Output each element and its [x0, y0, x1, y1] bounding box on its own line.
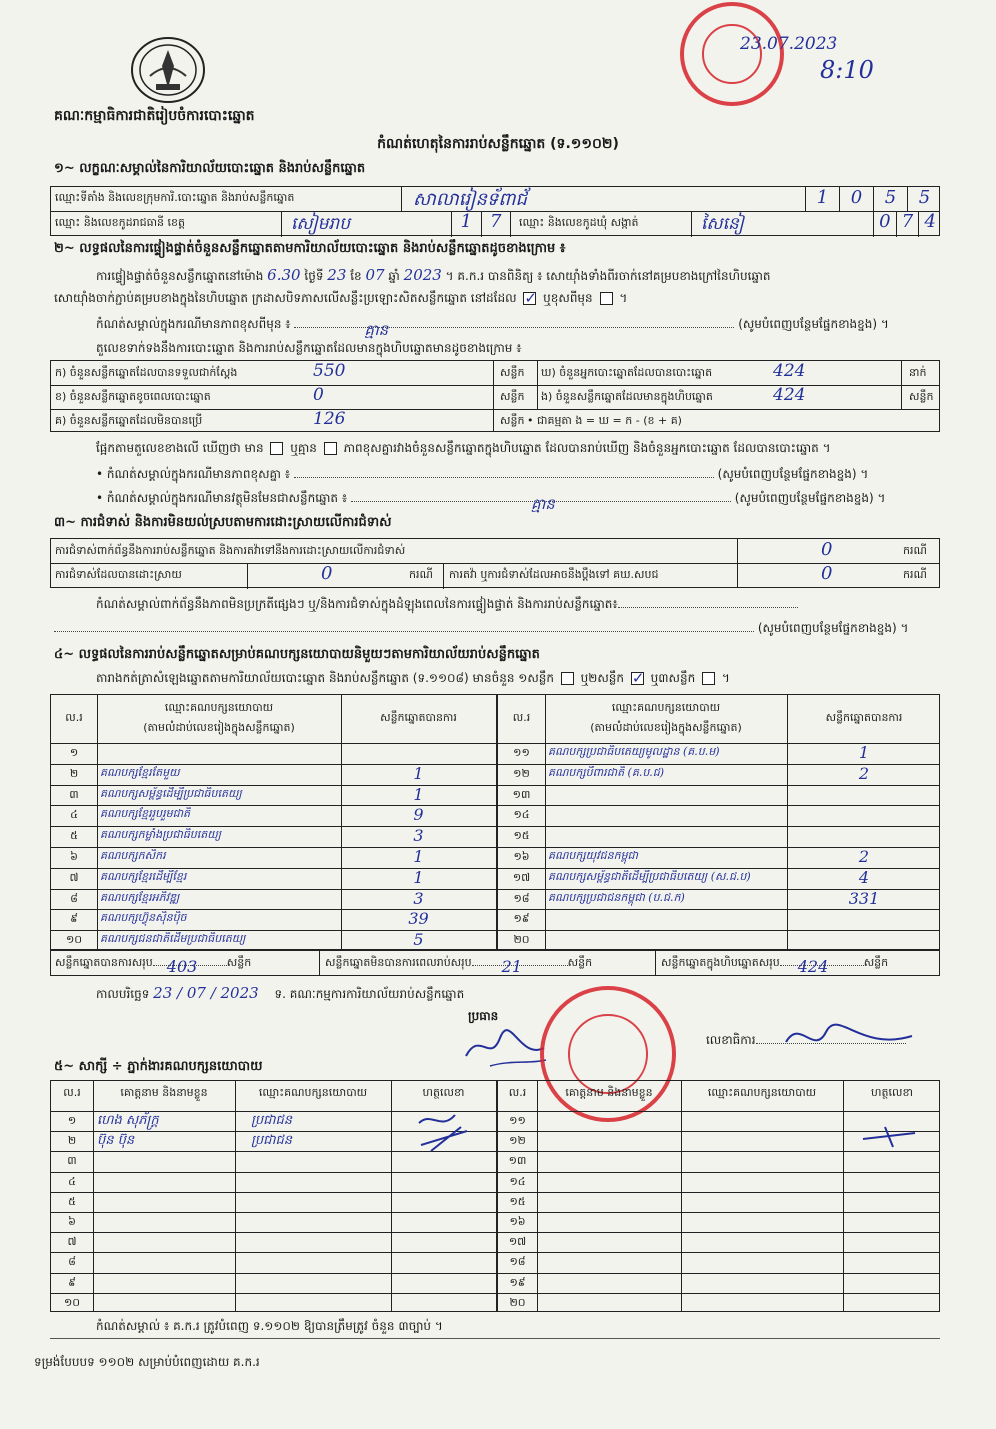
secretary-signature-icon: [780, 1012, 920, 1062]
col-no-header: ល.រ: [512, 711, 531, 724]
objection-resolved-label: ការជំទាស់ដែលបានដោះស្រាយ: [55, 568, 182, 581]
total-invalid-line: សន្លឹកឆ្នោតមិនបានការពេលរាប់សរុប 21 សន្លឹក: [325, 956, 593, 976]
form-footer: ទម្រង់បែបបទ ១១០២ សម្រាប់បំពេញដោយ គ.ក.រ: [34, 1355, 260, 1369]
party-row-name: គណបក្សជនជាតិដើមប្រជាធិបតេយ្យ: [100, 932, 246, 946]
count-gh-value: 424: [773, 361, 806, 381]
party-row-name: គណបក្សសម្ព័ន្ធដើម្បីប្រជាធិបតេយ្យ: [100, 786, 242, 800]
witness-row-no: ១២: [509, 1134, 526, 1148]
change-note-value: គ្មាន: [364, 321, 389, 339]
party-row-no: ២០: [513, 933, 530, 947]
party-row-votes: 2: [858, 763, 870, 783]
office-name: សាលារៀនទ័ពាជ័: [413, 189, 527, 210]
office-code: [805, 187, 941, 211]
party-row-votes: 3: [413, 826, 424, 846]
case-unit: ករណី: [409, 568, 433, 581]
w-col-sign: ហត្ថលេខា: [422, 1086, 465, 1099]
col-votes-header: សន្លឹកឆ្នោតបានការ: [380, 711, 457, 724]
total-valid-line: សន្លឹកឆ្នោតបានការសរុប 403 សន្លឹក: [55, 956, 252, 976]
witness-row-no: ១៥: [509, 1194, 526, 1208]
objection-row1-label: ការជំទាស់ពាក់ព័ន្ធនឹងការរាប់សន្លឹកឆ្នោត និងការតវ៉ាទៅនឹងការដោះស្រាយលើការជំទាស់: [55, 544, 406, 557]
office-digit: 1: [816, 187, 829, 208]
total-valid-value: 403: [166, 957, 198, 976]
party-row-no: ១៨: [513, 891, 530, 905]
w-col-no: ល.រ: [508, 1086, 527, 1099]
unchanged-checkbox[interactable]: [523, 292, 536, 305]
section1-title: ១~ លក្ខណៈសម្គាល់នៃការិយាល័យបោះឆ្នោត និងរាប់សន្លឹកឆ្នោត: [54, 161, 366, 176]
count-k-value: 550: [313, 361, 346, 381]
section1-box: [50, 186, 940, 236]
witness-row-no: ៥: [68, 1194, 76, 1208]
stamp-date: 23.07.2023: [740, 34, 838, 54]
commune-name: សៃនៀ: [701, 214, 744, 234]
party-row-no: ៩: [70, 912, 78, 926]
committee-name: គណៈកម្មាធិការជាតិរៀបចំការបោះឆ្នោត: [54, 108, 255, 124]
party-row-no: ៦: [70, 850, 78, 863]
party-row-no: ១៥: [513, 829, 530, 843]
tally-1-checkbox[interactable]: [561, 672, 574, 685]
party-row-no: ៧: [69, 870, 79, 884]
commune-code: 0 7 4: [873, 211, 941, 237]
office-digit: 5: [918, 187, 931, 208]
tally-sheet-line: តារាងកត់ត្រាសំឡេងឆ្នោតតាមការិយាល័យបោះឆ្នោត និងរាប់សន្លឹកឆ្នោត (ទ.១១០៨) មានចំនួន ១សន្លឹក ឬ២សន្លឹក ✓ ឬ៣សន្លឹក ។: [96, 670, 730, 688]
party-row-name: គណបក្សខ្មែរដើម្បីខ្មែរ: [100, 869, 187, 883]
irregularity-note-line2: (សូមបំពេញបន្ថែមផ្នែកខាងខ្នង) ។: [54, 620, 940, 638]
strike-mark-icon: [859, 1125, 919, 1149]
w-col-name: គោត្តនាម និងនាមខ្លួន: [120, 1086, 208, 1099]
witness-row-no: ១០: [63, 1295, 81, 1309]
witness-row-no: ៩: [68, 1275, 76, 1289]
count-kh-value: 0: [313, 385, 324, 405]
count-ng-value: 424: [773, 385, 806, 405]
witness-row-no: ២០: [509, 1295, 526, 1309]
party-row-no: ៥: [70, 829, 78, 843]
count-ng-label: ង) ចំនួនសន្លឹកឆ្នោតដែលមានក្នុងហិបឆ្នោត: [541, 390, 713, 403]
change-note-line: កំណត់សម្គាល់ក្នុងករណីមានភាពខុសពីមុន ៖ គ្មាន (សូមបំពេញបន្ថែមផ្នែកខាងខ្នង) ។: [96, 316, 936, 334]
counts-intro: តួលេខទាក់ទងនឹងការបោះឆ្នោត និងការរាប់សន្លឹកឆ្នោតដែលមានក្នុងហិបឆ្នោតមានដូចខាងក្រោម ៖: [96, 341, 522, 355]
objection-resolved-value: 0: [321, 563, 333, 584]
case-unit: ករណី: [903, 544, 927, 557]
col-party-header: ឈ្មោះគណបក្សនយោបាយ: [164, 701, 274, 714]
count-kh-label: ខ) ចំនួនសន្លឹកឆ្នោតខូចពេលបោះឆ្នោត: [55, 390, 211, 403]
witness-party: ប្រជាជន: [251, 1133, 293, 1149]
compare-line: ផ្អែកតាមតួលេខខាងលើ ឃើញថា មាន ឬគ្មាន ភាពខុសគ្នារវាងចំនួនសន្លឹកឆ្នោតក្នុងហិបឆ្នោត ដែលបានរាប់ឃើញ និងចំនួនអ្នកបោះឆ្នោត ដែលបានបោះឆ្នោត ។: [96, 441, 831, 455]
party-row-no: ៤: [70, 808, 78, 822]
party-row-votes: 5: [413, 930, 424, 950]
party-row-votes: 1: [858, 743, 870, 762]
office-label: ឈ្មោះទីតាំង និងលេខក្រុមការិ.បោះឆ្នោត និងរាប់សន្លឹកឆ្នោត: [55, 191, 295, 204]
party-row-name: គណបក្សកម្លាំងប្រជាធិបតេយ្យ: [100, 828, 222, 842]
totals-row: [50, 950, 940, 976]
total-box-value: 424: [797, 957, 829, 976]
w-col-party: ឈ្មោះគណបក្សនយោបាយ: [258, 1086, 368, 1099]
difference-no-checkbox[interactable]: [324, 442, 337, 455]
party-row-no: ១៤: [513, 808, 530, 822]
party-row-votes: 3: [413, 888, 424, 908]
party-row-votes: 1: [413, 784, 424, 804]
party-row-no: ២: [69, 766, 79, 780]
formula: • ជាគម្មតា ង = ឃ = ក - (ខ + គ): [527, 414, 682, 427]
w-col-no: ល.រ: [63, 1086, 81, 1099]
party-row-no: ១៧: [512, 870, 531, 884]
section4-title: ៤~ លទ្ធផលនៃការរាប់សន្លឹកឆ្នោតសម្រាប់គណបក្សនយោបាយនិមួយៗតាមការិយាល័យរាប់សន្លឹកឆ្នោត: [54, 647, 540, 662]
person-unit-label: នាក់: [909, 366, 927, 379]
party-row-no: ១១: [513, 746, 530, 759]
chair-signature-icon: [460, 1020, 550, 1070]
party-row-votes: 1: [413, 867, 424, 887]
stamp-time: 8:10: [820, 56, 874, 84]
witness-row-no: ១៤: [509, 1174, 526, 1188]
tally-2-checkbox[interactable]: [631, 672, 644, 685]
witness-party: ប្រជាជន: [251, 1113, 293, 1128]
objection-appeal-value: 0: [821, 563, 833, 584]
party-row-name: គណបក្សយុវជនកម្ពុជា: [548, 849, 639, 862]
party-row-votes: 1: [413, 847, 424, 866]
witness-row-no: ១៧: [508, 1235, 527, 1249]
unit-label: សន្លឹក: [500, 414, 525, 427]
party-row-name: គណបក្សសម្ព័ន្ធជាតិដើម្បីប្រជាធិបតេយ្យ (ស.ជ.ប): [548, 869, 751, 883]
foreign-object-value: គ្មាន: [530, 495, 555, 513]
section5-title: ៥~ សាក្សី ÷ ភ្នាក់ងារគណបក្សនយោបាយ: [54, 1059, 263, 1074]
office-digit: 0: [850, 187, 863, 208]
party-row-name: គណបក្សប្រជាធិបតេយ្យមូលដ្ឋាន (គ.ប.ម): [548, 745, 720, 758]
party-row-name: គណបក្សខ្មែរអភិវឌ្ឍ: [100, 890, 180, 904]
total-box-line: សន្លឹកឆ្នោតក្នុងហិបឆ្នោតសរុប 424 សន្លឹក: [661, 956, 889, 976]
party-row-name: គណបក្សកសិករ: [100, 849, 166, 862]
irregularity-note: កំណត់សម្គាល់ពាក់ព័ន្ធនឹងភាពមិនប្រក្រតីផ្សេងៗ ឬ/និងការជំទាស់ក្នុងដំឡុងពេលនៃការផ្ទៀងផ្ទាត់ និងការរាប់សន្លឹកឆ្នោត៖: [96, 596, 798, 614]
count-k-label: ក) ចំនួនសន្លឹកឆ្នោតដែលបានទទួលជាក់ស្ដែង: [55, 366, 238, 379]
party-row-no: ១: [69, 746, 79, 759]
chair-label: ប្រធាន: [468, 1009, 499, 1023]
witness-table: [50, 1080, 940, 1312]
objection-row1-value: 0: [821, 539, 833, 560]
verify-day: 23: [327, 266, 347, 284]
seal-line: សោយ៉ាំងចាក់ភ្ជាប់គម្របខាងក្នុងនៃហិបឆ្នោត ក្រដាសបិទភាសលើសន្លឹះប្រឡោះសិតសន្លឹកឆ្នោត នៅដដែល ✓ ឬខុសពីមុន ។: [54, 290, 627, 308]
received-stamp: [680, 2, 784, 106]
party-row-name: គណបក្សបីពារជាតិ (គ.ប.ជ): [548, 765, 665, 779]
unit-label: សន្លឹក: [909, 390, 934, 403]
party-row-no: ៨: [70, 891, 78, 905]
unit-label: សន្លឹក: [500, 390, 525, 403]
date-value: 23 / 07 / 2023: [153, 984, 259, 1002]
case-unit: ករណី: [903, 568, 927, 581]
col-party-subheader: (តាមលំដាប់លេខរៀងក្នុងសន្លឹកឆ្នោត): [590, 721, 742, 734]
footer-note: កំណត់សម្គាល់ ៖ គ.ក.រ ត្រូវបំពេញ ទ.១១០២ ឱ្យបានត្រឹមត្រូវ ចំនួន ៣ច្បាប់ ។: [96, 1319, 443, 1333]
form-title: កំណត់ហេតុនៃការរាប់សន្លឹកឆ្នោត (ទ.១១០២): [377, 136, 619, 152]
col-no-header: ល.រ: [65, 711, 83, 724]
party-row-no: ១២: [513, 766, 530, 780]
objections-box: [50, 538, 940, 588]
party-row-name: គណបក្សខ្មែររួបរួមជាតិ: [100, 807, 191, 821]
party-row-votes: 4: [858, 867, 870, 887]
witness-name: ហេង សុភ័ក្ត្រ: [97, 1113, 159, 1128]
w-col-party: ឈ្មោះគណបក្សនយោបាយ: [707, 1086, 817, 1099]
witness-row-no: ៨: [68, 1255, 76, 1269]
commune-label: ឈ្មោះ និងលេខកូដឃុំ សង្កាត់: [519, 216, 639, 229]
count-g-value: 126: [313, 409, 346, 429]
party-row-name: គណបក្សប្រជាជនកម្ពុជា (ប.ជ.ក): [548, 890, 685, 904]
tally-3-checkbox[interactable]: [702, 672, 715, 685]
party-row-votes: 2: [858, 847, 870, 866]
section2-title: ២~ លទ្ធផលនៃការផ្ទៀងផ្ទាត់ចំនួនសន្លឹកឆ្នោតតាមការិយាល័យបោះឆ្នោត និងរាប់សន្លឹកឆ្នោតដូចខាងក្រោម ៖: [54, 241, 566, 256]
col-votes-header: សន្លឹកឆ្នោតបានការ: [825, 711, 903, 724]
province-code: 1 7: [451, 211, 511, 237]
foreign-object-note-line: • កំណត់សម្គាល់ក្នុងករណីមានវត្ថុមិនមែនជាសន្លឹកឆ្នោត ៖ គ្មាន (សូមបំពេញបន្ថែមផ្នែកខាងខ្នង) ។: [96, 490, 936, 508]
witness-row-no: ១៨: [509, 1255, 526, 1269]
party-row-votes: 39: [408, 909, 429, 929]
witness-row-no: ១៦: [509, 1215, 526, 1228]
office-digit: 5: [884, 187, 897, 208]
verify-year: 2023: [403, 266, 442, 284]
witness-row-no: ១១: [509, 1114, 526, 1127]
witness-row-no: ២: [67, 1134, 77, 1148]
col-party-subheader: (តាមលំដាប់លេខរៀងក្នុងសន្លឹកឆ្នោត): [143, 721, 295, 734]
nec-emblem-icon: [128, 36, 208, 108]
difference-note-line: • កំណត់សម្គាល់ក្នុងករណីមានភាពខុសគ្នា ៖ (សូមបំពេញបន្ថែមផ្នែកខាងខ្នង) ។: [96, 467, 869, 481]
verify-time: 6.30: [267, 266, 301, 284]
unit-label: សន្លឹក: [500, 366, 525, 379]
count-gh-label: ឃ) ចំនួនអ្នកបោះឆ្នោតដែលបានបោះឆ្នោត: [541, 366, 713, 379]
w-col-sign: ហត្ថលេខា: [871, 1086, 913, 1099]
party-row-no: ១០: [65, 933, 83, 947]
party-row-votes: 1: [413, 763, 424, 783]
witness-row-no: ១៣: [508, 1154, 527, 1168]
counts-box: [50, 360, 940, 432]
party-row-name: គណបក្សហ៊្វុនស៊ិនប៉ិច: [100, 911, 187, 925]
party-row-name: គណបក្សខ្មែរតែមួយ: [100, 765, 180, 779]
party-row-votes: 9: [413, 805, 424, 825]
party-results-table: [50, 694, 940, 950]
difference-yes-checkbox[interactable]: [270, 442, 283, 455]
count-g-label: គ) ចំនួនសន្លឹកឆ្នោតដែលមិនបានប្រើ: [55, 414, 203, 427]
objection-appeal-label: ការតវ៉ា ឬការជំទាស់ដែលអាចនឹងប្ដឹងទៅ គឃ.សបជ: [449, 568, 659, 581]
party-row-votes: 331: [848, 888, 880, 908]
w-col-name: គោត្តនាម និងនាមខ្លួន: [565, 1086, 653, 1099]
party-row-no: ១៩: [513, 912, 530, 926]
col-party-header: ឈ្មោះគណបក្សនយោបាយ: [611, 701, 721, 714]
witness-name: ប៊ុន ប៊ុន: [97, 1133, 135, 1149]
witness-row-no: ៦: [68, 1215, 76, 1228]
province-label: ឈ្មោះ និងលេខកូដរាជធានី ខេត្ត: [55, 216, 185, 229]
date-line: កាលបរិច្ឆេទ 23 / 07 / 2023 ទ. គណៈកម្មការការិយាល័យរាប់សន្លឹកឆ្នោត: [96, 984, 465, 1002]
witness-row-no: ៤: [68, 1174, 76, 1188]
party-row-no: ១៦: [513, 850, 530, 863]
party-row-no: ១៣: [512, 787, 531, 801]
party-row-no: ៣: [69, 787, 79, 801]
province-name: សៀមរាប: [291, 214, 351, 234]
witness-row-no: ៧: [67, 1235, 77, 1249]
section3-title: ៣~ ការជំទាស់ និងការមិនយល់ស្របតាមការដោះស្រាយលើការជំទាស់: [54, 515, 392, 530]
changed-checkbox[interactable]: [600, 292, 613, 305]
verify-month: 07: [365, 266, 385, 284]
verify-line: ការផ្ទៀងផ្ទាត់ចំនួនសន្លឹកឆ្នោតនៅម៉ោង 6.30 ថ្ងៃទី 23 ខែ 07 ឆ្នាំ 2023 ។ គ.ក.រ បានពិនិត្យ ៖ សោយ៉ាំងទាំងពីរចាក់នៅគម្របខាងក្រៅនៃហិបឆ្នោត: [96, 266, 771, 284]
witness-signature-icon: [411, 1107, 481, 1153]
witness-row-no: ១: [67, 1114, 77, 1127]
secretary-line: លេខាធិការ: [706, 1032, 906, 1050]
witness-row-no: ១៩: [509, 1275, 526, 1289]
witness-row-no: ៣: [67, 1154, 77, 1168]
total-invalid-value: 21: [501, 957, 522, 976]
